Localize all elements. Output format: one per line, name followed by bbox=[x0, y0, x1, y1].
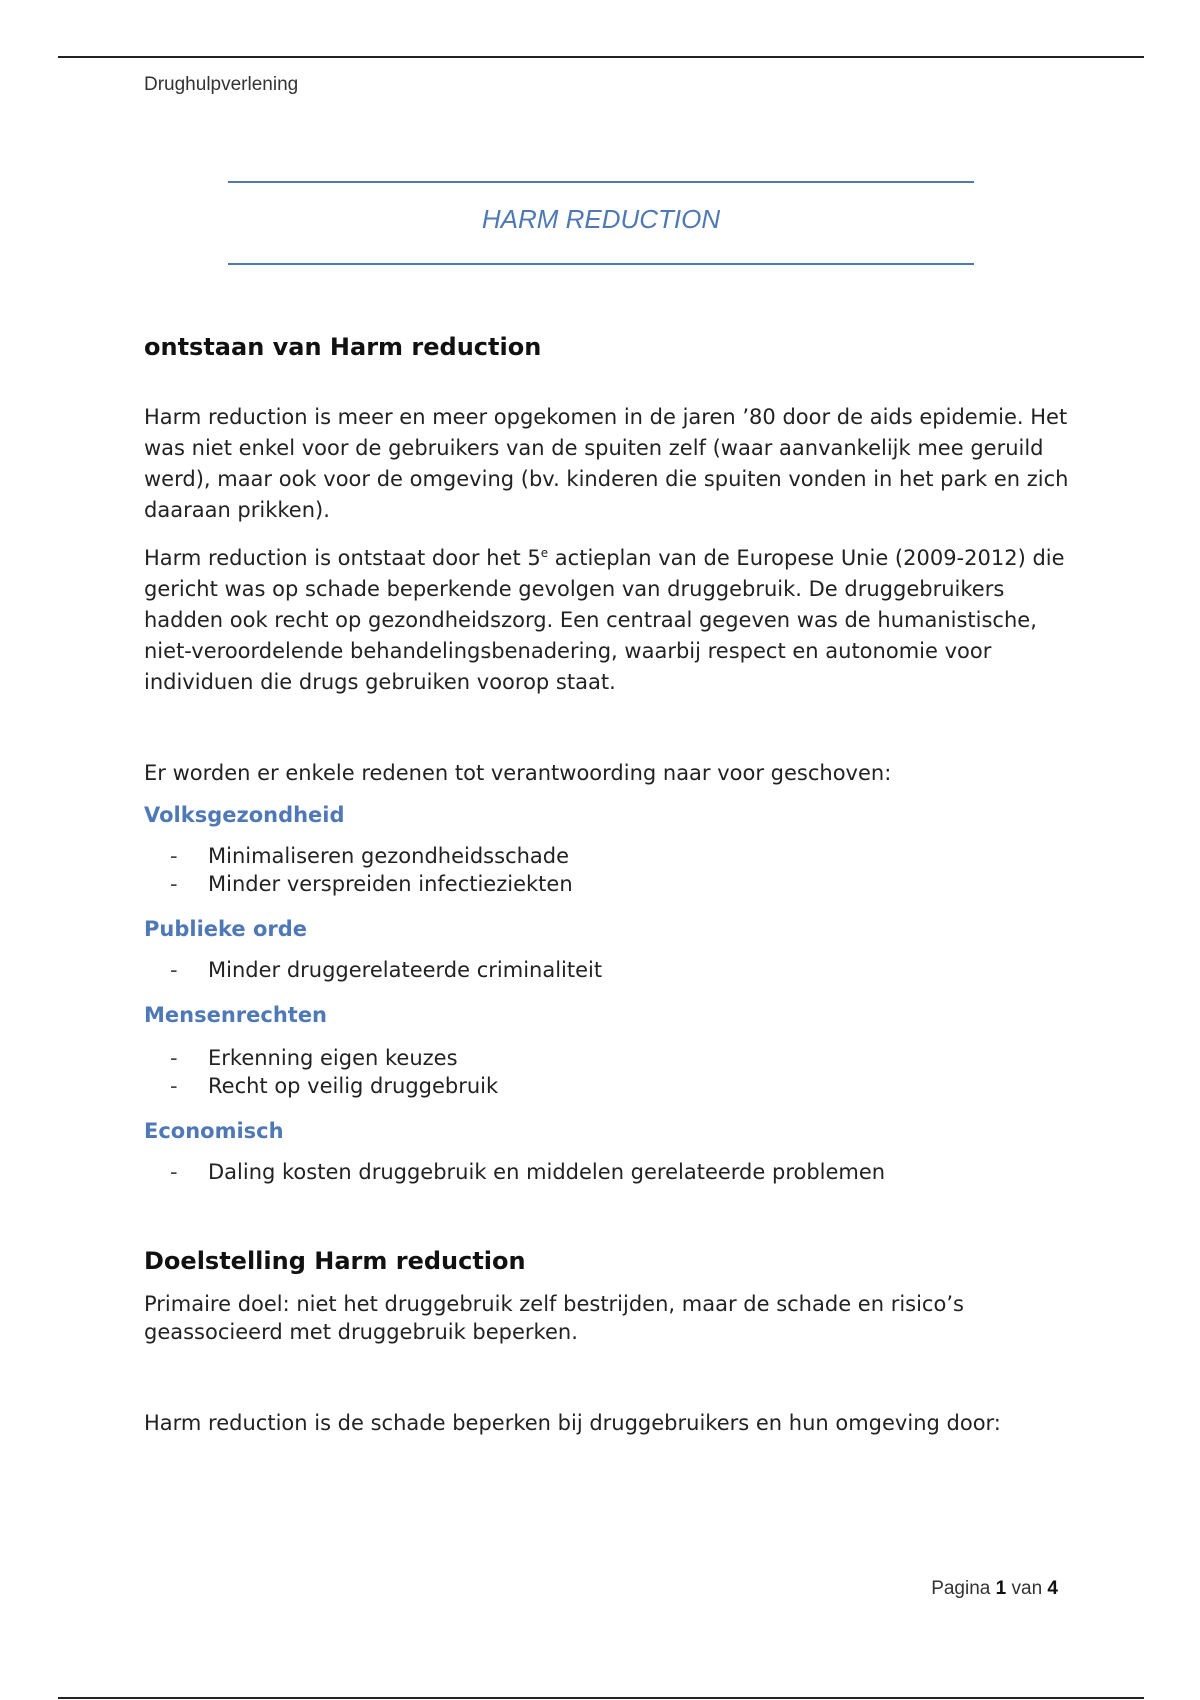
section-heading-ontstaan: ontstaan van Harm reduction bbox=[144, 333, 542, 361]
paragraph-redenen: Er worden er enkele redenen tot verantwoording naar voor geschoven: bbox=[144, 761, 892, 785]
page-total: 4 bbox=[1047, 1578, 1058, 1599]
reason-group-economisch bbox=[144, 1116, 1074, 1186]
list-item bbox=[144, 956, 1074, 984]
list-item bbox=[144, 1044, 1074, 1072]
reason-heading: Economisch bbox=[144, 1119, 284, 1143]
paragraph-actieplan-part1: Harm reduction is ontstaat door het 5 bbox=[144, 546, 541, 570]
list-item-text: Recht op veilig druggebruik bbox=[208, 1074, 499, 1098]
list-item bbox=[144, 842, 1074, 870]
list-item-text: Daling kosten druggebruik en middelen gerelateerde problemen bbox=[208, 1160, 886, 1184]
list-item-text: Erkenning eigen keuzes bbox=[208, 1046, 458, 1070]
document-title: HARM REDUCTION bbox=[481, 204, 721, 234]
document-body bbox=[144, 330, 1074, 1439]
footer-rule bbox=[58, 1697, 1144, 1699]
paragraph-actieplan-superscript: e bbox=[540, 546, 549, 560]
list-item-text: Minder druggerelateerde criminaliteit bbox=[208, 958, 603, 982]
section-heading-doelstelling: Doelstelling Harm reduction bbox=[144, 1247, 526, 1275]
running-header: Drughulpverlening bbox=[144, 74, 299, 95]
paragraph-actieplan-part2: actieplan van de Europese Unie (2009-2012) die gericht was op schade beperkende gevolgen van druggebruik. De druggebruikers hadden ook recht op gezondheidszorg. Een centraal gegeven was de humanistische, niet-veroordelende behandelingsbenadering, waarbij respect en autonomie voor individuen die drugs gebruiken voorop staat. bbox=[144, 546, 1065, 694]
reason-group-publieke-orde bbox=[144, 914, 1074, 984]
paragraph-aids-epidemie: Harm reduction is meer en meer opgekomen in de jaren ’80 door de aids epidemie. Het was niet enkel voor de gebruikers van de spuiten zelf (waar aanvankelijk mee geruild werd), maar ook voor de omgeving (bv. kinderen die spuiten vonden in het park en zich daaraan prikken). bbox=[144, 405, 1069, 522]
dash-bullet: - bbox=[170, 1046, 178, 1070]
paragraph-schade-beperken: Harm reduction is de schade beperken bij druggebruikers en hun omgeving door: bbox=[144, 1411, 1001, 1435]
reason-heading: Volksgezondheid bbox=[144, 803, 345, 827]
paragraph-primaire-doel: Primaire doel: niet het druggebruik zelf bestrijden, maar de schade en risico’s geassocieerd met druggebruik beperken. bbox=[144, 1292, 964, 1344]
paragraph-actieplan bbox=[144, 543, 1074, 698]
page-current: 1 bbox=[995, 1578, 1007, 1599]
reason-heading: Mensenrechten bbox=[144, 1003, 328, 1027]
reason-group-mensenrechten bbox=[144, 1000, 1074, 1100]
header-rule bbox=[58, 56, 1144, 58]
reason-list bbox=[144, 956, 1074, 984]
dash-bullet: - bbox=[170, 872, 178, 896]
title-block bbox=[228, 181, 974, 265]
dash-bullet: - bbox=[170, 1160, 178, 1184]
page-label: Pagina bbox=[931, 1578, 991, 1599]
list-item-text: Minder verspreiden infectieziekten bbox=[208, 872, 573, 896]
list-item bbox=[144, 1158, 1074, 1186]
dash-bullet: - bbox=[170, 844, 178, 868]
page-number bbox=[931, 1578, 1058, 1600]
dash-bullet: - bbox=[170, 958, 178, 982]
reason-list bbox=[144, 1158, 1074, 1186]
reason-list bbox=[144, 842, 1074, 898]
page-of: van bbox=[1011, 1578, 1043, 1599]
list-item bbox=[144, 1072, 1074, 1100]
list-item-text: Minimaliseren gezondheidsschade bbox=[208, 844, 570, 868]
reason-list bbox=[144, 1044, 1074, 1100]
dash-bullet: - bbox=[170, 1074, 178, 1098]
reason-group-volksgezondheid bbox=[144, 800, 1074, 898]
list-item bbox=[144, 870, 1074, 898]
reason-heading: Publieke orde bbox=[144, 917, 308, 941]
